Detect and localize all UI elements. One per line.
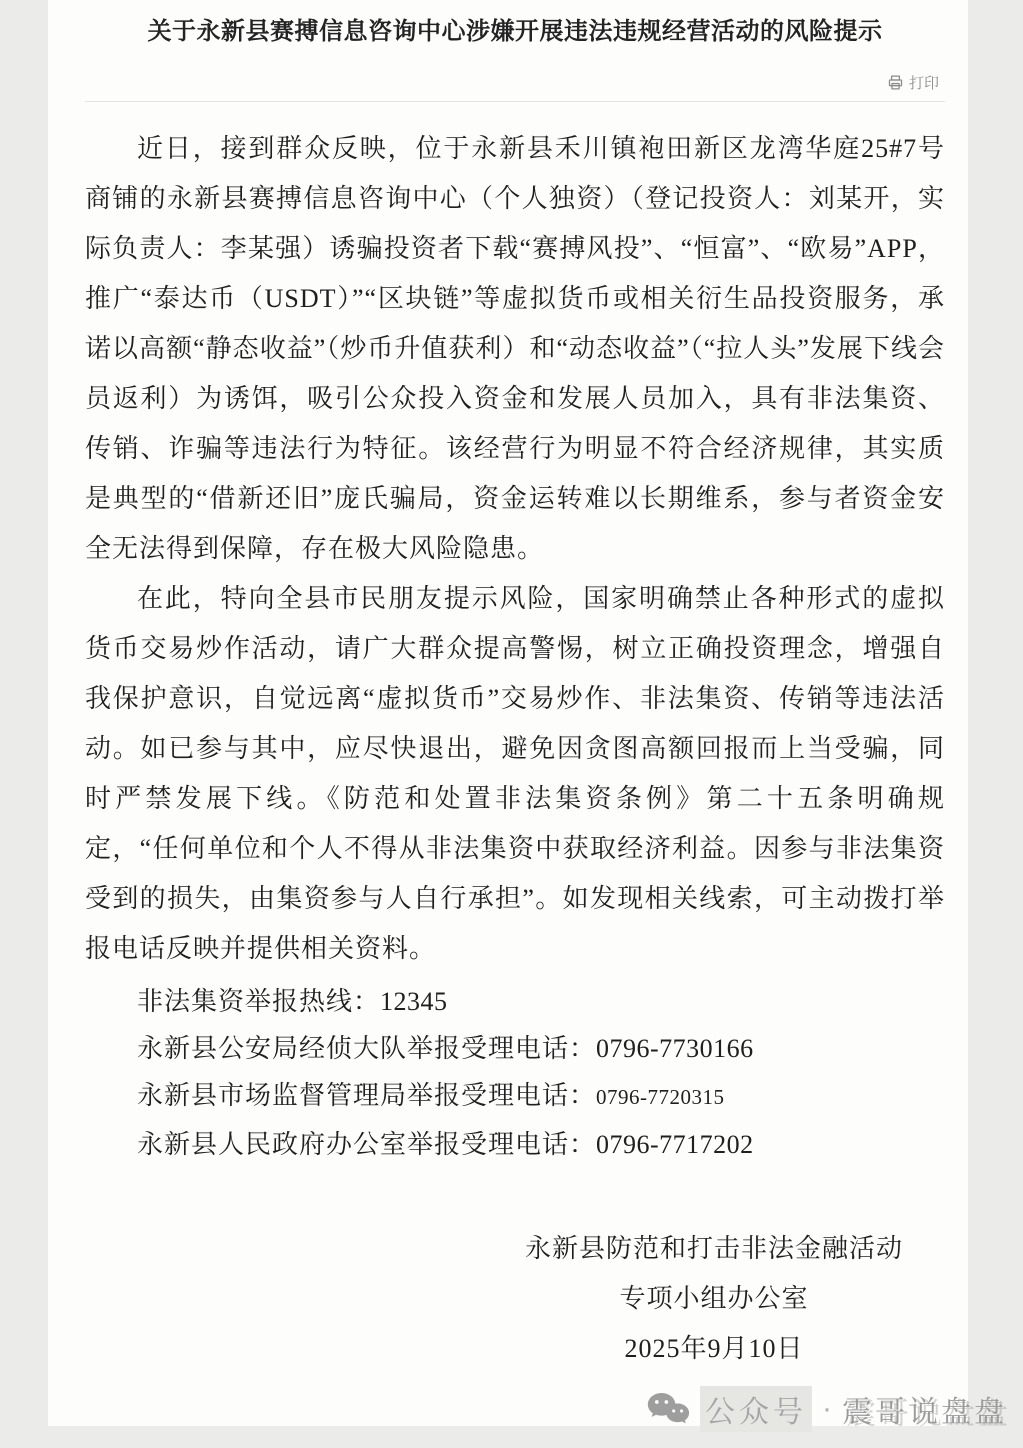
document-title: 关于永新县赛搏信息咨询中心涉嫌开展违法违规经营活动的风险提示 [147, 18, 883, 45]
document-body [85, 124, 945, 1374]
hotline-number: 0796-7720315 [596, 1085, 725, 1109]
wechat-icon [646, 1391, 690, 1428]
header-divider [85, 101, 945, 102]
watermark-separator: · [822, 1392, 832, 1425]
signature-block [525, 1224, 903, 1374]
paragraph-1: 近日，接到群众反映，位于永新县禾川镇袍田新区龙湾华庭25#7号商铺的永新县赛搏信息咨询中心（个人独资）（登记投资人：刘某开，实际负责人：李某强）诱骗投资者下载“赛搏风投”、“恒富”、“欧易”APP，推广“泰达币（USDT）”“区块链”等虚拟货币或相关衍生品投资服务，承诺以高额“静态收益”（炒币升值获利）和“动态收益”（“拉人头”发展下线会员返利）为诱饵，吸引公众投入资金和发展人员加入，具有非法集资、传销、诈骗等违法行为特征。该经营行为明显不符合经济规律，其实质是典型的“借新还旧”庞氏骗局，资金运转难以长期维系，参与者资金安全无法得到保障，存在极大风险隐患。 [85, 134, 945, 563]
hotline-number: 0796-7717202 [596, 1130, 754, 1159]
hotline-government-office [85, 1121, 945, 1168]
signature-date: 2025年9月10日 [624, 1334, 804, 1363]
hotline-label: 非法集资举报热线： [137, 987, 381, 1016]
hotline-public-security [85, 1025, 945, 1072]
watermark-prefix: 公众号 [700, 1386, 812, 1432]
print-row [85, 72, 945, 93]
hotline-number: 0796-7730166 [596, 1034, 754, 1063]
watermark-account-name: 震哥说盘盘 [842, 1396, 1007, 1429]
paragraph-2: 在此，特向全县市民朋友提示风险，国家明确禁止各种形式的虚拟货币交易炒作活动，请广大群众提高警惕，树立正确投资理念，增强自我保护意识，自觉远离“虚拟货币”交易炒作、非法集资、传销等违法活动。如已参与其中，应尽快退出，避免因贪图高额回报而上当受骗，同时严禁发展下线。《防范和处置非法集资条例》第二十五条明确规定，“任何单位和个人不得从非法集资中获取经济利益。因参与非法集资受到的损失，由集资参与人自行承担”。如发现相关线索，可主动拨打举报电话反映并提供相关资料。 [85, 584, 945, 963]
signature-line-1: 永新县防范和打击非法金融活动 [524, 1234, 903, 1263]
hotline-label: 永新县人民政府办公室举报受理电话： [137, 1130, 597, 1159]
hotline-list [85, 978, 945, 1168]
print-button[interactable] [887, 72, 939, 93]
hotline-illegal-fundraising [85, 978, 945, 1025]
signature-line-2: 专项小组办公室 [619, 1284, 809, 1313]
hotline-number: 12345 [380, 987, 448, 1016]
printer-icon [887, 74, 904, 91]
notice-document [48, 0, 968, 1426]
hotline-label: 永新县市场监督管理局举报受理电话： [137, 1081, 597, 1110]
hotline-market-supervision [85, 1072, 945, 1121]
print-label: 打印 [908, 75, 939, 92]
watermark [646, 1386, 1007, 1432]
hotline-label: 永新县公安局经侦大队举报受理电话： [137, 1034, 597, 1063]
